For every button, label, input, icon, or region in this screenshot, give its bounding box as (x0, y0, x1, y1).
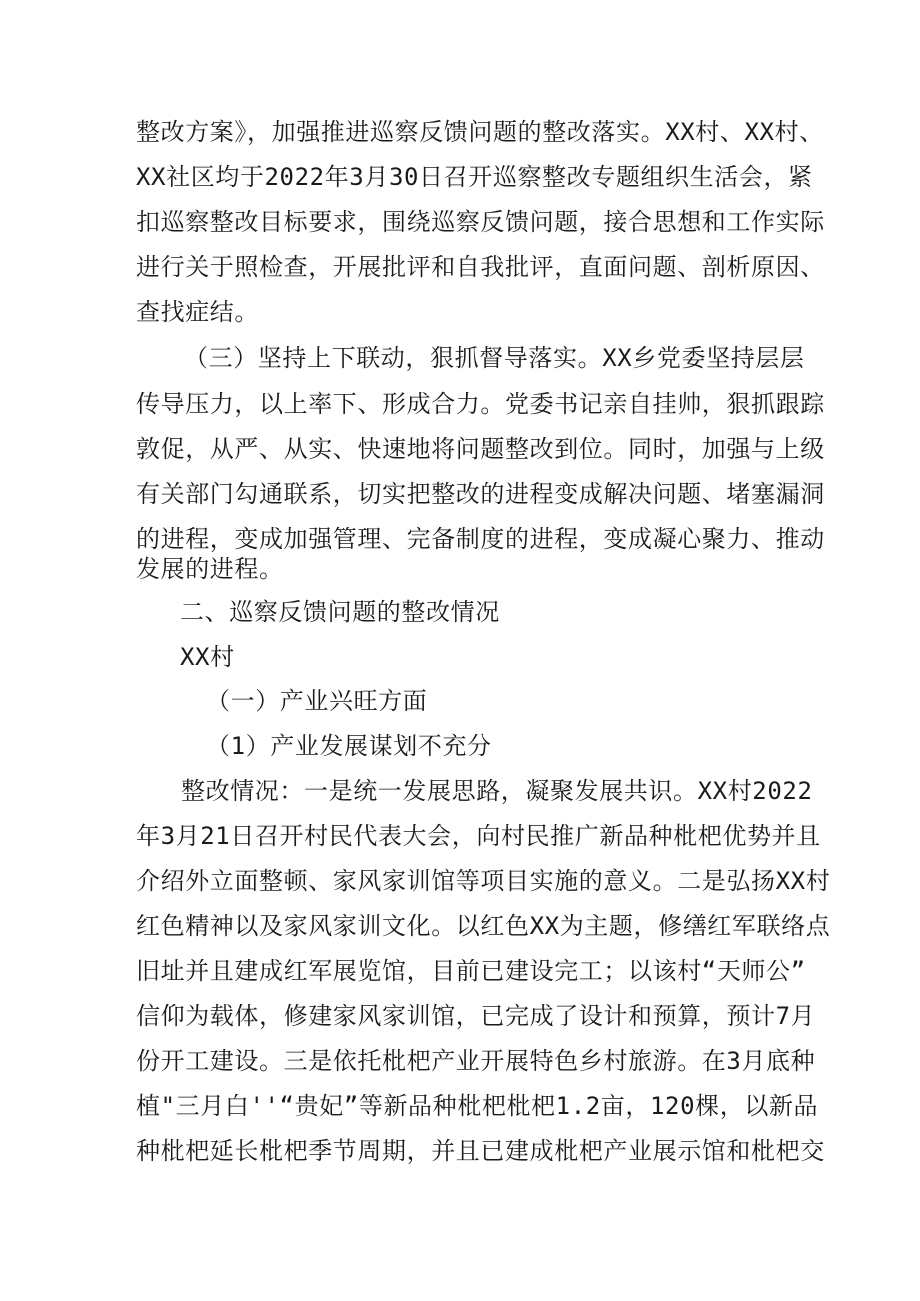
text-line: 的进程，变成加强管理、完备制度的进程，变成凝心聚力、推动 (136, 525, 825, 553)
text-line: 整改情况：一是统一发展思路，凝聚发展共识。XX村2022 (181, 777, 813, 805)
section-heading-2: 二、巡察反馈问题的整改情况 (180, 598, 500, 626)
text-line: 整改方案》，加强推进巡察反馈问题的整改落实。XX村、XX村、 (136, 118, 824, 146)
text-line: 查找症结。 (136, 298, 259, 326)
text-line: XX社区均于2022年3月30日召开巡察整改专题组织生活会，紧 (136, 163, 813, 191)
text-line: 红色精神以及家风家训文化。以红色XX为主题，修缮红军联络点 (136, 912, 831, 940)
text-line: 发展的进程。 (136, 555, 284, 583)
subsection-heading: （一）产业兴旺方面 (206, 687, 428, 715)
item-heading: （1）产业发展谋划不充分 (206, 732, 492, 760)
village-heading: XX村 (180, 643, 235, 671)
text-line: 植"三月白''“贵妃”等新品种枇杷枇杷1.2亩，120棵，以新品 (136, 1092, 819, 1120)
text-line: 份开工建设。三是依托枇杷产业开展特色乡村旅游。在3月底种 (136, 1047, 816, 1075)
text-line: 旧址并且建成红军展览馆，目前已建设完工；以该村“天师公” (136, 957, 806, 985)
section-heading-3: （三）坚持上下联动，狠抓督导落实。XX乡党委坚持层层 (184, 344, 805, 372)
text-line: 信仰为载体，修建家风家训馆，已完成了设计和预算，预计7月 (136, 1002, 816, 1030)
text-line: 进行关于照检查，开展批评和自我批评，直面问题、剖析原因、 (136, 253, 825, 281)
text-line: 年3月21日召开村民代表大会，向村民推广新品种枇杷优势并且 (136, 822, 821, 850)
text-line: 有关部门勾通联系，切实把整改的进程变成解决问题、堵塞漏洞 (136, 480, 825, 508)
text-line: 种枇杷延长枇杷季节周期，并且已建成枇杷产业展示馆和枇杷交 (136, 1137, 825, 1165)
text-line: 传导压力，以上率下、形成合力。党委书记亲自挂帅，狠抓跟踪 (136, 390, 825, 418)
text-line: 介绍外立面整顿、家风家训馆等项目实施的意义。二是弘扬XX村 (136, 867, 831, 895)
text-line: 扣巡察整改目标要求，围绕巡察反馈问题，接合思想和工作实际 (136, 208, 825, 236)
text-line: 敦促，从严、从实、快速地将问题整改到位。同时，加强与上级 (136, 435, 825, 463)
